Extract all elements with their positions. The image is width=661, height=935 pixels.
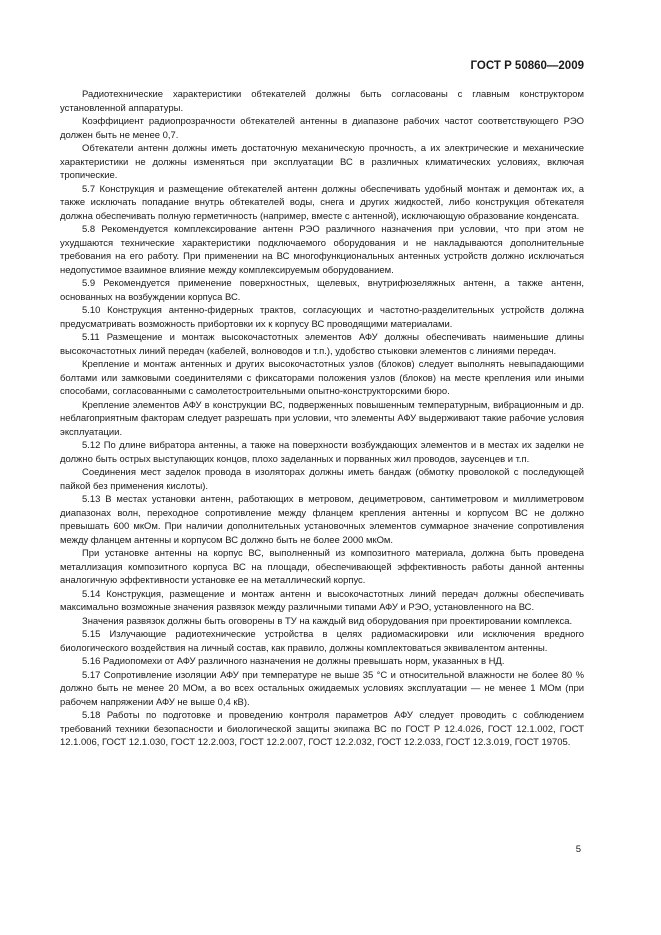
paragraph: Соединения мест заделок провода в изоляторах должны иметь бандаж (обмотку проволокой с последующей пайкой без применения кислоты).	[60, 467, 584, 492]
page-header: ГОСТ Р 50860—2009	[470, 60, 584, 72]
paragraph: 5.16 Радиопомехи от АФУ различного назначения не должны превышать норм, указанных в НД.	[82, 656, 505, 667]
paragraph: 5.17 Сопротивление изоляции АФУ при температуре не выше 35 °С и относительной влажности не более 80 % должно быть не менее 20 МОм, а во всех остальных ожидаемых условиях эксплуатации — не менее 1 МОм (при рабочем напряжении АФУ не выше 0,4 кВ).	[60, 669, 584, 708]
paragraph: 5.15 Излучающие радиотехнические устройства в целях радиомаскировки или исключения вредного биологического воздействия на личный состав, как правило, должны комплектоваться эквивалентом антенны.	[60, 629, 584, 654]
paragraph: Радиотехнические характеристики обтекателей должны быть согласованы с главным конструктором установленной аппаратуры.	[60, 89, 584, 114]
paragraph: 5.10 Конструкция антенно-фидерных трактов, согласующих и частотно-разделительных устройств должна предусматривать возможность прибортовки их к корпусу ВС проводящими материалами.	[60, 305, 584, 330]
paragraph: 5.12 По длине вибратора антенны, а также на поверхности возбуждающих элементов и в местах их заделки не должно быть острых выступающих концов, плохо заделанных и порванных жил проводов, заусенцев и т.п.	[60, 440, 584, 465]
paragraph: 5.11 Размещение и монтаж высокочастотных элементов АФУ должны обеспечивать наименьшие длины высокочастотных линий передач (кабелей, волноводов и т.п.), удобство стыковки элементов с линиями передач.	[60, 332, 584, 357]
page-number: 5	[575, 844, 581, 855]
paragraph: Коэффициент радиопрозрачности обтекателей антенны в диапазоне рабочих частот соответствующего РЭО должен быть не менее 0,7.	[60, 116, 584, 141]
paragraph: При установке антенны на корпус ВС, выполненный из композитного материала, должна быть проведена металлизация композитного корпуса ВС на площади, обеспечивающей эффективность работы данной антенны аналогичную эффективности установке ее на металлический корпус.	[60, 548, 584, 586]
paragraph: 5.7 Конструкция и размещение обтекателей антенн должны обеспечивать удобный монтаж и демонтаж их, а также исключать попадание внутрь обтекателей воды, снега и других жидкостей, либо конструкция обтекателя должна обеспечивать полную герметичность (например, вместе с антенной), исключающую образование конденсата.	[60, 183, 584, 222]
paragraph: 5.8 Рекомендуется комплексирование антенн РЭО различного назначения при условии, что при этом не ухудшаются технические характеристики подключаемого оборудования и не накладываются дополнительные требования на его работу. При применении на ВС многофункциональных антенных устройств должно исключаться недопустимое взаимное влияние между комплексируемым оборудованием.	[60, 224, 584, 276]
paragraph: 5.18 Работы по подготовке и проведению контроля параметров АФУ следует проводить с соблюдением требований техники безопасности и биологической защиты экипажа ВС по ГОСТ Р 12.4.026, ГОСТ 12.1.002, ГОСТ 12.1.006, ГОСТ 12.1.030, ГОСТ 12.2.003, ГОСТ 12.2.007, ГОСТ 12.2.032, ГОСТ 12.2.033, ГОСТ 12.3.019, ГОСТ 19705.	[60, 710, 584, 748]
paragraph: Значения развязок должны быть оговорены в ТУ на каждый вид оборудования при проектировании комплекса.	[82, 615, 573, 627]
paragraph: Крепление элементов АФУ в конструкции ВС, подверженных повышенным температурным, вибрационным и др. неблагоприятным факторам следует разрешать при условии, что элементы АФУ выдерживают такие рабочие условия эксплуатации.	[60, 399, 584, 438]
paragraph: Обтекатели антенн должны иметь достаточную механическую прочность, а их электрические и механические характеристики не должны изменяться при эксплуатации ВС в различных климатических условиях, включая тропические.	[60, 143, 584, 181]
paragraph: 5.9 Рекомендуется применение поверхностных, щелевых, внутрифюзеляжных антенн, а также антенн, основанных на возбуждении корпуса ВС.	[60, 278, 584, 303]
paragraph: 5.14 Конструкция, размещение и монтаж антенн и высокочастотных линий передач должны обеспечивать максимально возможные значения развязок между различными типами АФУ и РЭО, установленного на ВС.	[60, 588, 584, 613]
paragraph: 5.13 В местах установки антенн, работающих в метровом, дециметровом, сантиметровом и миллиметровом диапазонах волн, переходное сопротивление между фланцем крепления антенны и корпусом ВС не должно превышать 600 мкОм. При наличии дополнительных установочных элементов суммарное значение сопротивления между фланцем антенны и корпусом ВС должно быть не более 2000 мкОм.	[60, 494, 584, 546]
document-body	[60, 88, 584, 750]
paragraph: Крепление и монтаж антенных и других высокочастотных узлов (блоков) следует выполнять невыпадающими болтами или замковыми соединителями с фиксаторами положения узлов (блоков) на месте крепления или иными способами, согласованными с самолетостроительными опытно-конструкторскими бюро.	[60, 359, 584, 397]
